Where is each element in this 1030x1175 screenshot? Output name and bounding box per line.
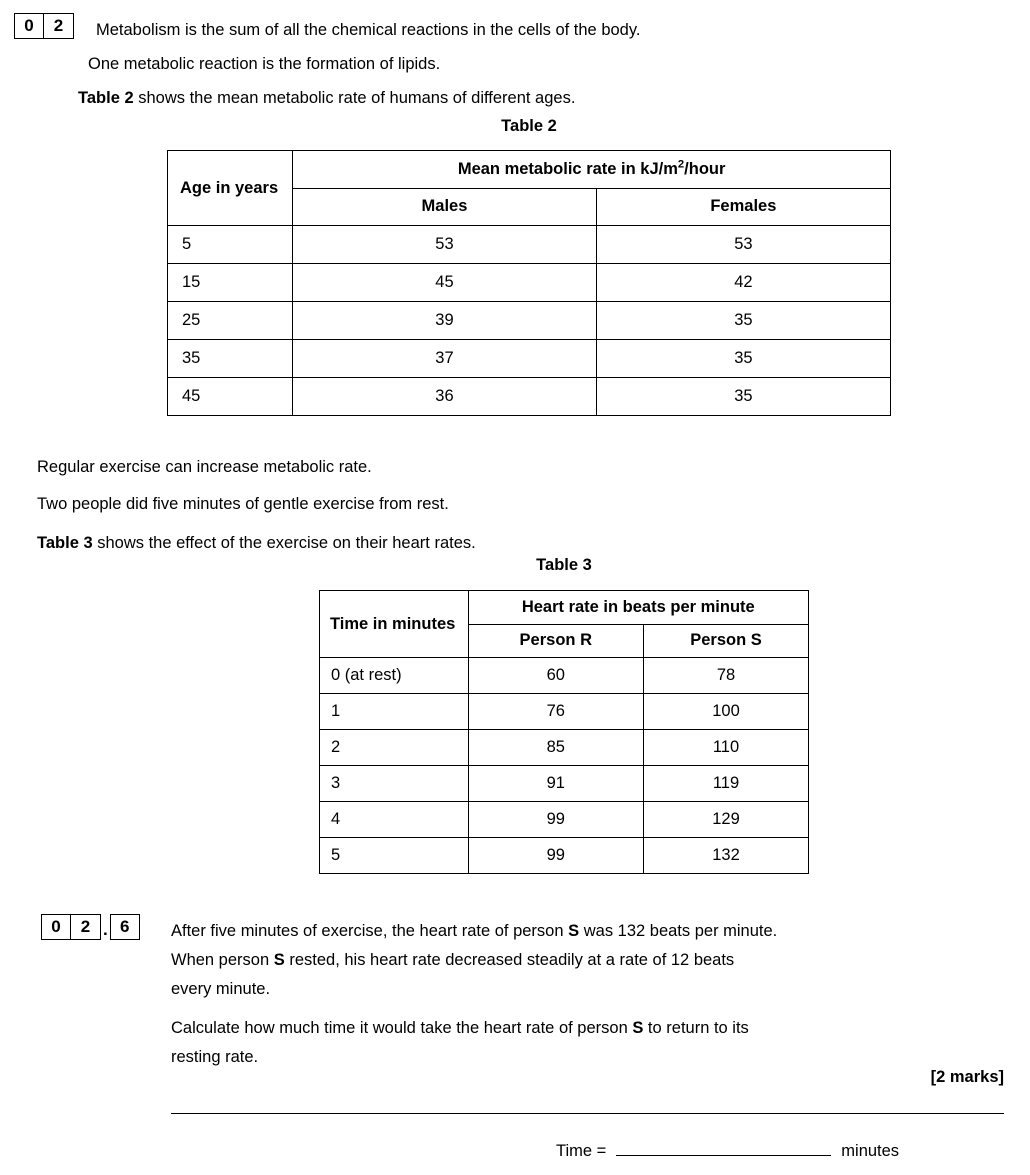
marks-allocation: [2 marks] (930, 1068, 1004, 1086)
table2-cell-males: 36 (293, 378, 597, 416)
answer-area-rule (171, 1113, 1004, 1114)
answer-label: Time = (556, 1142, 607, 1160)
table3-cell-person-r: 85 (468, 730, 643, 766)
table3-cell-person-r: 99 (468, 802, 643, 838)
table2-header-females: Females (596, 188, 890, 226)
table3-cell-person-s: 78 (644, 658, 809, 694)
table2-caption: Table 2 (501, 117, 557, 135)
table3-cell-time: 3 (320, 766, 469, 802)
subquestion-body-line-2 (171, 946, 734, 975)
table3-header-person-r: Person R (468, 624, 643, 658)
table-row (168, 378, 891, 416)
table2-cell-age: 45 (168, 378, 293, 416)
table3-body (320, 658, 809, 874)
subquestion-body-line-1-person: S (568, 922, 580, 940)
subquestion-body-line-4 (171, 1014, 749, 1043)
table3-cell-time: 2 (320, 730, 469, 766)
table2-cell-females: 35 (596, 302, 890, 340)
table2-cell-females: 42 (596, 264, 890, 302)
answer-unit: minutes (841, 1142, 900, 1160)
table2-cell-males: 39 (293, 302, 597, 340)
table2-header-row-1 (168, 151, 891, 189)
subquestion-body-line-2-c: rested, his heart rate decreased steadily at a rate of 12 beats (284, 951, 735, 969)
table2-header-span-text: Mean metabolic rate in kJ/m (457, 159, 678, 178)
middle-text-line-1: Regular exercise can increase metabolic rate. (37, 458, 372, 476)
subquestion-body-line-1-a: After five minutes of exercise, the heart rate of person (171, 922, 569, 940)
table-row (168, 226, 891, 264)
table2-cell-age: 15 (168, 264, 293, 302)
table-row (320, 766, 809, 802)
table3-header-person-s: Person S (644, 624, 809, 658)
subquestion-number-digit-1: 0 (41, 914, 71, 940)
table3-caption: Table 3 (536, 556, 592, 574)
table3-cell-person-r: 76 (468, 694, 643, 730)
table3-intro-line (37, 529, 476, 558)
table3-header-row-1 (320, 591, 809, 625)
table3-cell-time: 4 (320, 802, 469, 838)
table-row (168, 340, 891, 378)
question-number-digit-1: 0 (14, 13, 44, 39)
subquestion-body-line-1 (171, 917, 777, 946)
table3-cell-person-s: 110 (644, 730, 809, 766)
table2-intro-rest: shows the mean metabolic rate of humans of different ages. (133, 89, 576, 107)
table2-cell-age: 35 (168, 340, 293, 378)
table-row (168, 264, 891, 302)
subquestion-number-digit-2: 2 (71, 914, 101, 940)
table-row (168, 302, 891, 340)
table3-cell-time: 1 (320, 694, 469, 730)
table3-cell-person-s: 100 (644, 694, 809, 730)
table-row (320, 694, 809, 730)
table3-header-time: Time in minutes (320, 591, 469, 658)
answer-input-blank[interactable] (616, 1138, 831, 1156)
table3-cell-person-s: 132 (644, 838, 809, 874)
table2-cell-age: 25 (168, 302, 293, 340)
table2-cell-females: 35 (596, 340, 890, 378)
table2-header-span-tail: /hour (684, 159, 726, 178)
subquestion-body-line-5: resting rate. (171, 1048, 259, 1066)
table2-cell-males: 53 (293, 226, 597, 264)
subquestion-number-digit-3: 6 (110, 914, 140, 940)
middle-text-line-2: Two people did five minutes of gentle exercise from rest. (37, 495, 449, 513)
table2-cell-females: 53 (596, 226, 890, 264)
table2-body (168, 226, 891, 416)
table3-cell-person-s: 119 (644, 766, 809, 802)
question-stem-line-1: Metabolism is the sum of all the chemical reactions in the cells of the body. (96, 21, 641, 39)
table3-intro-bold: Table 3 (37, 534, 93, 552)
table3 (319, 590, 809, 874)
table3-cell-time: 5 (320, 838, 469, 874)
question-number-group (14, 13, 74, 39)
table3-cell-person-s: 129 (644, 802, 809, 838)
table2-intro-line (78, 84, 575, 113)
table2-header-age: Age in years (168, 151, 293, 226)
subquestion-body-line-4-c: to return to its (643, 1019, 749, 1037)
table3-cell-person-r: 91 (468, 766, 643, 802)
subquestion-body-line-2-a: When person (171, 951, 274, 969)
table2 (167, 150, 891, 416)
subquestion-body-line-3: every minute. (171, 980, 271, 998)
table-row (320, 658, 809, 694)
answer-row (556, 1138, 899, 1161)
table3-cell-person-r: 60 (468, 658, 643, 694)
table2-intro-bold: Table 2 (78, 89, 134, 107)
table3-header-span: Heart rate in beats per minute (468, 591, 808, 625)
table2-header-males: Males (293, 188, 597, 226)
subquestion-body-line-2-person: S (273, 951, 285, 969)
table2-cell-males: 37 (293, 340, 597, 378)
table-row (320, 802, 809, 838)
question-stem-line-2: One metabolic reaction is the formation of lipids. (88, 55, 441, 73)
table2-cell-males: 45 (293, 264, 597, 302)
subquestion-body-line-4-person: S (632, 1019, 644, 1037)
subquestion-body-line-4-a: Calculate how much time it would take the heart rate of person (171, 1019, 633, 1037)
subquestion-number-dot: . (103, 920, 108, 939)
table2-header-span-superscript: 2 (677, 158, 685, 171)
subquestion-body-line-1-c: was 132 beats per minute. (579, 922, 778, 940)
subquestion-number-group (41, 914, 140, 940)
table2-cell-age: 5 (168, 226, 293, 264)
table2-cell-females: 35 (596, 378, 890, 416)
table-row (320, 838, 809, 874)
table3-cell-time: 0 (at rest) (320, 658, 469, 694)
table2-header-span (293, 151, 891, 189)
question-number-digit-2: 2 (44, 13, 74, 39)
table-row (320, 730, 809, 766)
table3-cell-person-r: 99 (468, 838, 643, 874)
table3-intro-rest: shows the effect of the exercise on their heart rates. (92, 534, 476, 552)
